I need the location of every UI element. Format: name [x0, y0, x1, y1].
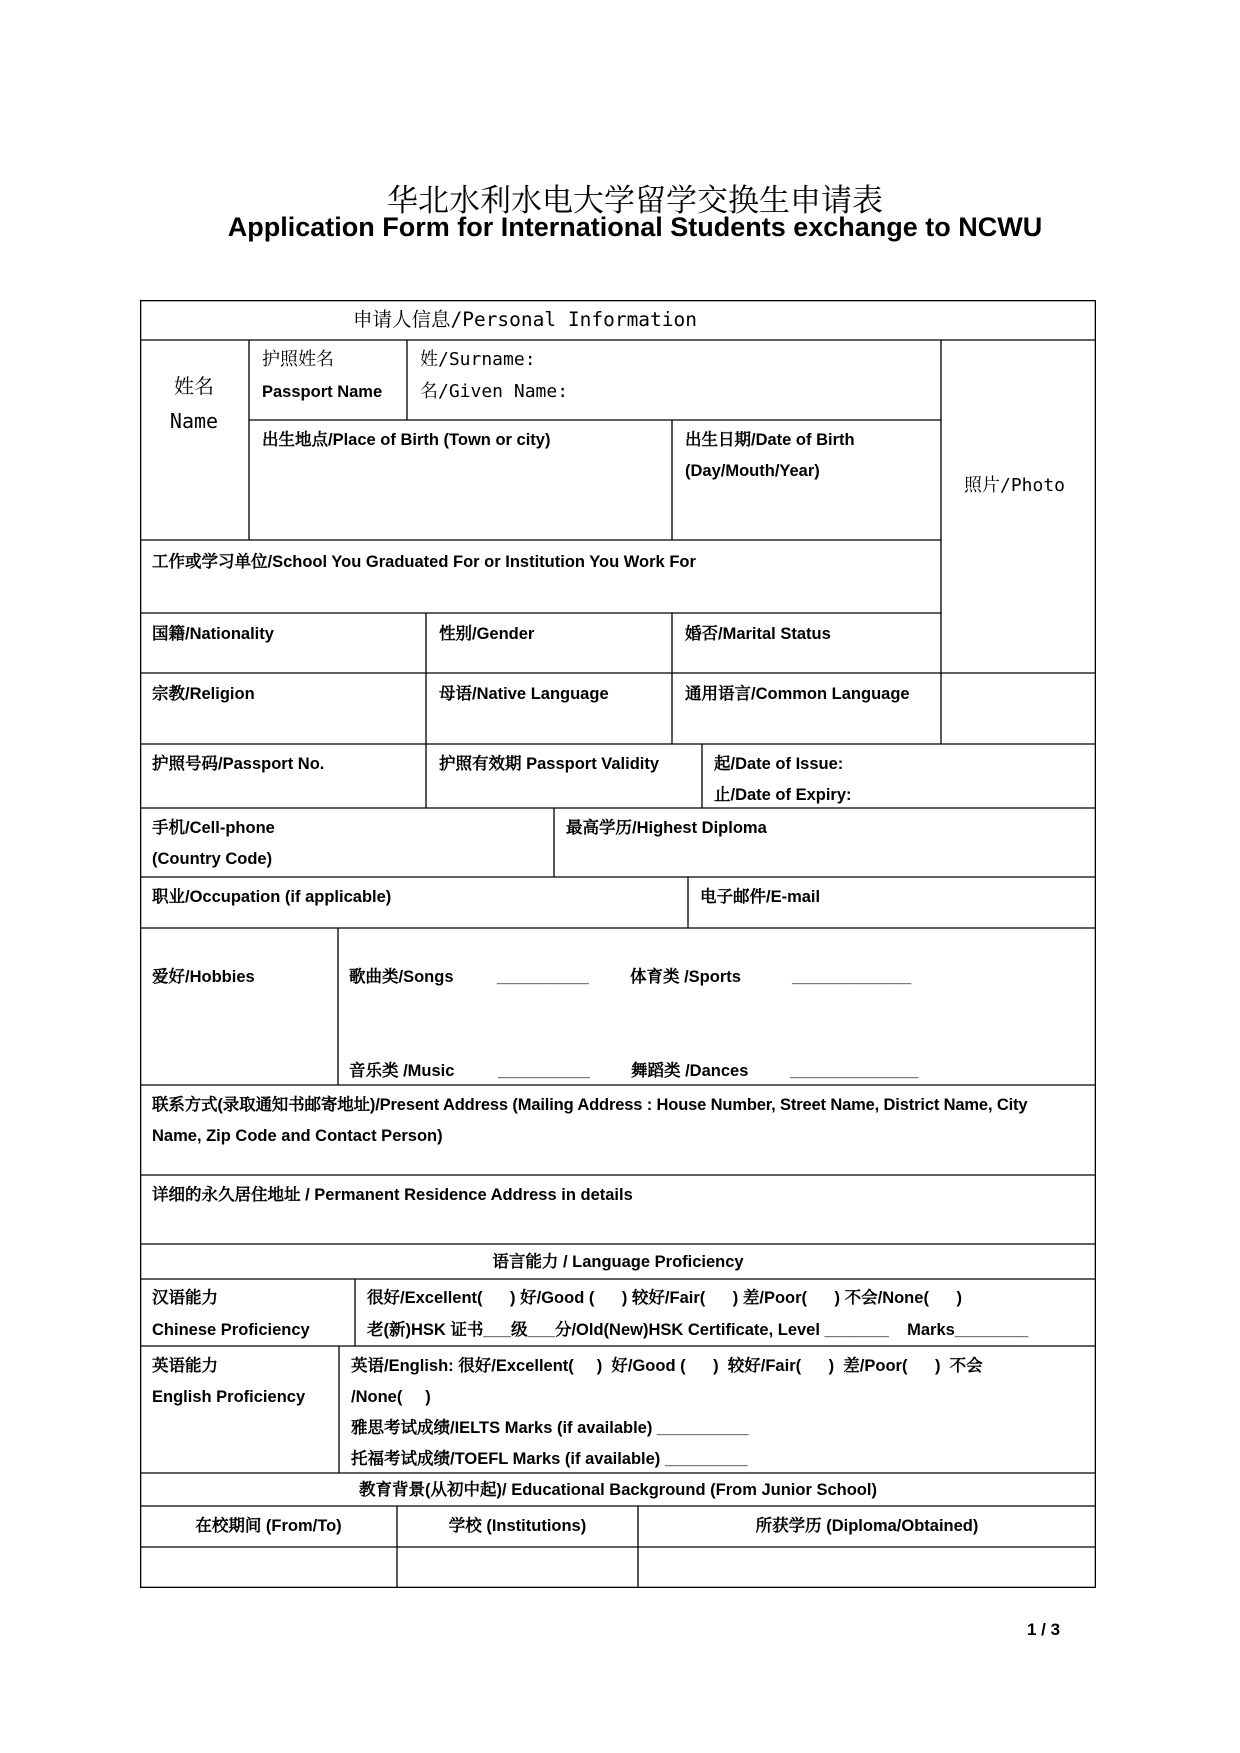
common-language-label: 通用语言/Common Language [685, 685, 910, 703]
passport-name-label-en: Passport Name [262, 383, 383, 401]
english-level-none: /None( ) [351, 1388, 431, 1406]
passport-number-label: 护照号码/Passport No. [152, 755, 325, 773]
education-col-institution: 学校 (Institutions) [448, 1517, 587, 1535]
personal-info-heading: 申请人信息/Personal Information [352, 308, 698, 331]
highest-diploma-label: 最高学历/Highest Diploma [566, 819, 767, 837]
country-code-label: (Country Code) [152, 850, 273, 868]
native-language-label: 母语/Native Language [439, 685, 609, 703]
chinese-proficiency-label-en: Chinese Proficiency [152, 1321, 310, 1339]
application-form-table [140, 300, 1096, 1588]
passport-validity-label: 护照有效期 Passport Validity [439, 755, 660, 773]
page-number: 1 / 3 [1027, 1620, 1061, 1639]
chinese-proficiency-label-cn: 汉语能力 [152, 1289, 218, 1307]
ielts-marks-line: 雅思考试成绩/IELTS Marks (if available) __________ [351, 1419, 749, 1437]
hobby-songs-label: 歌曲类/Songs [349, 968, 454, 986]
hobby-songs-blank: __________ [497, 968, 589, 986]
date-of-birth-label: 出生日期/Date of Birth [685, 431, 855, 449]
language-proficiency-heading: 语言能力 / Language Proficiency [492, 1253, 744, 1271]
gender-label: 性别/Gender [439, 625, 535, 643]
date-of-birth-format: (Day/Mouth/Year) [685, 462, 820, 480]
present-address-label-continued: Name, Zip Code and Contact Person) [152, 1127, 443, 1145]
email-label: 电子邮件/E-mail [700, 888, 821, 906]
name-label-cn: 姓名 [174, 374, 214, 398]
date-of-issue-label: 起/Date of Issue: [714, 755, 844, 773]
cellphone-label: 手机/Cell-phone [152, 819, 275, 837]
permanent-address-label: 详细的永久居住地址 / Permanent Residence Address in details [152, 1186, 633, 1204]
chinese-level-options: 很好/Excellent( ) 好/Good ( ) 较好/Fair( ) 差/Poor( ) 不会/None( ) [367, 1289, 962, 1307]
toefl-marks-line: 托福考试成绩/TOEFL Marks (if available) _________ [351, 1450, 748, 1468]
form-title-english: Application Form for International Students exchange to NCWU [227, 212, 1043, 242]
hobby-sports-label: 体育类 /Sports [630, 968, 741, 986]
education-heading: 教育背景(从初中起)/ Educational Background (From Junior School) [359, 1481, 877, 1499]
school-label: 工作或学习单位/School You Graduated For or Institution You Work For [152, 553, 696, 571]
hobbies-label: 爱好/Hobbies [152, 968, 255, 986]
hobby-music-label: 音乐类 /Music [349, 1062, 455, 1080]
hobby-sports-blank: _____________ [792, 968, 912, 986]
occupation-label: 职业/Occupation (if applicable) [152, 888, 392, 906]
place-of-birth-label: 出生地点/Place of Birth (Town or city) [262, 431, 551, 449]
hobby-dances-label: 舞蹈类 /Dances [631, 1062, 749, 1080]
form-title-chinese: 华北水利水电大学留学交换生申请表 [387, 183, 883, 219]
hobby-music-blank: __________ [498, 1062, 590, 1080]
photo-label: 照片/Photo [964, 475, 1066, 496]
religion-label: 宗教/Religion [152, 685, 255, 703]
marital-status-label: 婚否/Marital Status [685, 625, 831, 643]
date-of-expiry-label: 止/Date of Expiry: [714, 786, 852, 804]
name-label-en: Name [169, 409, 219, 433]
education-col-period: 在校期间 (From/To) [195, 1517, 342, 1535]
present-address-label: 联系方式(录取通知书邮寄地址)/Present Address (Mailing Address : House Number, Street Name, District Name, City [152, 1096, 1028, 1114]
education-col-diploma: 所获学历 (Diploma/Obtained) [755, 1517, 979, 1535]
english-proficiency-label-en: English Proficiency [152, 1388, 306, 1406]
hsk-certificate-line: 老(新)HSK 证书___级___分/Old(New)HSK Certificate, Level _______ Marks________ [367, 1321, 1029, 1339]
surname-label: 姓/Surname: [420, 349, 536, 370]
hobby-dances-blank: ______________ [790, 1062, 919, 1080]
given-name-label: 名/Given Name: [420, 381, 569, 402]
english-proficiency-label-cn: 英语能力 [152, 1357, 218, 1375]
nationality-label: 国籍/Nationality [152, 625, 274, 643]
passport-name-label-cn: 护照姓名 [262, 349, 334, 370]
english-level-options: 英语/English: 很好/Excellent( ) 好/Good ( ) 较好/Fair( ) 差/Poor( ) 不会 [351, 1357, 983, 1375]
